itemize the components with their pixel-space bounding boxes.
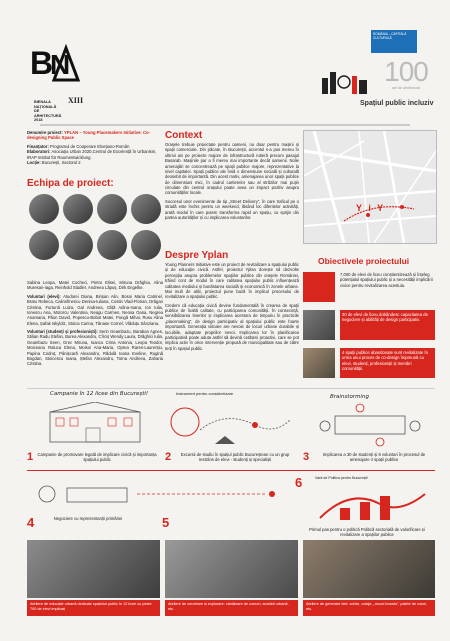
- step-6-number: 6: [295, 475, 303, 490]
- bna-logo: [26, 40, 86, 123]
- objective-image-2: [303, 310, 335, 340]
- team-title: Echipa de proiect:: [27, 178, 114, 189]
- header-divider: [40, 124, 410, 126]
- bna-roman: XIII: [68, 96, 84, 105]
- location-label: Locție:: [27, 159, 41, 165]
- despre-p1: Young Planners Initiative este un proiect de revitalizare a spațiului public și de educație civică. Astfel, proiectul Yplan dorește să dezvolte percepția asupra problemelor spațiilor publice din orașele României, trăind cont de modul în care calitatea spațiului public influențează calitatea mediului și bunăstarea socială și economică în zonele urbane. Mai mult de atât, proiectul pune bază în implicul procesului de revitalizare a spațiului public.: [165, 262, 299, 300]
- objective-item-2: [303, 310, 435, 340]
- bna-sub-2: DE: [34, 109, 40, 114]
- volunteers-text: Atudorei Diana, Birișan Alin, Bosoi Maria Catrinel, Bratu Rebeca, Calinnfinescu Denisa-Iuliana, Costin Vlad-Florian, Drăgan Cristina, Furtună Luiza, Gal Andreea, Gliță Adina-Ioana, Ion Iulia, Ionescu Ana, Motorcu Valentina, Neagu Carmen, Neosa Oana, Negrea Anamaria, Păun David, Popescu-Bobot Matei, Pungă Mihai, Rusu Alina Elena, Șafak Iskyldiz, Stoica Carina, Tănase Cornel, Vlăduțu Sânziana.: [27, 293, 163, 326]
- step-3-text: Implicarea a 30 de studenți și 6 voluntari în procesul de amenajare 4 spații publice: [322, 452, 426, 463]
- objective-text-2: 30 de elevi de liceu dobândesc capacitatea de negociere și abilități de design participativ.: [340, 310, 435, 340]
- project-info: [27, 130, 163, 165]
- project-name-label: Denumire proiect:: [27, 130, 63, 135]
- objective-image-3: [303, 348, 335, 378]
- funder-value: Programul de Cooperare Elvețiano-Român: [50, 143, 130, 149]
- member-photo-1: [29, 194, 59, 224]
- caption-3: Ateliere de generare idei: schițe, colaje, „mood boards”, palete de culori, etc.: [303, 600, 435, 616]
- member-photo-4: [131, 194, 161, 224]
- step-1: [27, 452, 157, 463]
- member-photo-7: [97, 230, 127, 260]
- team-photos: [27, 192, 163, 268]
- step-1-number: 1: [27, 451, 34, 463]
- team-text: [27, 280, 163, 367]
- map-label: Y i Y: [356, 203, 386, 213]
- objective-item-1: [303, 272, 435, 302]
- policy-callout: Vară de Politica pentru București!: [315, 476, 369, 480]
- policy-illustration: [310, 484, 435, 524]
- instrument-callout: Instrument pentru conștientizare: [176, 391, 234, 396]
- step-4-number: 4: [27, 515, 35, 530]
- step-1-text: Campanie de promovare legată de implicare civică și importanța spațiului public: [37, 452, 157, 463]
- despre-p2: Credem că educația civică devine fundamentală în crearea de spații publice de înaltă calitate, cu participarea comunității. În consecință, sensibilizarea tinerilor și implicarea acestora de timpuriu în practicile „placemaking”, de design participativ al spațiului public este foarte importantă. Generația viitoare are nevoie de locuri urbane durabile și locuibile, adaptate propriilor nevoi. Implicarea lor în planificarea participativă poate aduta astfel să devină cetățeni proactivi, care se pot implica activ în orice intervenție propusă de municipalitate sau de către terți în spațiul public.: [165, 302, 299, 351]
- prof-text: Serin Geambazu, Baraban Agnes, Stilian Radu Stefan, Burea Alexandru, Cîrciș Wendy Laura, Drăghici Iulia, Geambazu Seen, Grec Miruna, Ioancu Crina Antonia, Leopa Teodor, Moiceanu Raluca Elena, Moisoi Ana-Maria, Oprea Rares-Laurențiu, Papina Codruț, Pânișcară Alexandru, Rădulă Ioana Eveline, Rugină Bogdan, Stoicescu Ioana, Ștefan Alexandru, Torna Andreea, Zaharia Cristina.: [27, 329, 163, 367]
- context-p1: Orașele trebuie proiectate pentru oameni, nu doar pentru mașini și spații comerciale. Din păcate, în București, accentul s-a pus mereu în ultimii ani pe proiecte majore de infrastructură rutieră precum pasajul Basarab. Mașinile par a fi mereu mai importante decât oamenii. Nolie amenajări se concentrează pe spații publice majore, reprezentative la nivel capitalei. Spații publice ale însă o dimensiune socială și culturală deosebit de importantă. Din acest motiv, amenajarea unor spații publice de dimensiuni mici, în cadrul cartierelor sau al străzilor mai puțin circulate din centrul orașului poate avea un impact pozitiv asupra comunităților locale.: [165, 142, 299, 196]
- city-map: [303, 130, 437, 244]
- anniversary-mark: [376, 58, 436, 98]
- member-photo-2: [63, 194, 93, 224]
- objective-item-3: [303, 348, 435, 378]
- step-3-number: 3: [303, 451, 310, 463]
- step-4-text: Negociere cu reprezentanții primăriei: [53, 516, 123, 521]
- step-6-text: Primul pas pentru o politică Politică sectorială de valorificare și revitalizare a spațiilor publice: [309, 527, 425, 538]
- svg-text:B: B: [30, 45, 54, 81]
- volunteers-label: Voluntari (elevi):: [27, 293, 61, 299]
- despre-title: Despre Yplan: [165, 250, 229, 261]
- brainstorm-illustration: [305, 402, 435, 448]
- culture-badge: [371, 30, 417, 53]
- city-icon: [320, 66, 370, 96]
- member-photo-5: [29, 230, 59, 260]
- bna-logo-mark: [26, 40, 86, 100]
- bna-sub-0: BIENALA: [34, 100, 51, 104]
- campaign-callout: Campanie în 12 licee din București!: [50, 391, 149, 397]
- step-2-number: 2: [165, 451, 172, 463]
- school-illustration: [46, 402, 146, 446]
- step-3: [303, 452, 435, 463]
- objective-text-1: 7,000 de elevi de liceu conștientizează și înțeleg potențialul spațiului public și a necesității implicării civice pentru revitalizarea acestuia.: [340, 272, 433, 288]
- member-photo-8: [131, 230, 161, 260]
- authors-label: Elaboratori:: [27, 149, 51, 155]
- process-divider: [27, 388, 435, 389]
- member-photo-6: [63, 230, 93, 260]
- bna-sub-4: 2018: [34, 118, 43, 123]
- team-members: Sabina Leopa, Matei Cocheci, Pietro Elisei, Miruna Drăghia, Alina Muresan-Iaga, Reinhold Stadler, Andreea Lăpuș, Dirk Engelke.: [27, 280, 163, 291]
- context-title: Context: [165, 130, 203, 141]
- step-5-number: 5: [162, 515, 170, 530]
- objectives-list: [303, 272, 435, 386]
- caption-1: Ateliere de educație urbană dedicate spațiului public în 12 licee cu peste 700 de elevi implicați: [27, 600, 160, 616]
- objective-text-3: 4 spații publice abandonate sunt revitalizate în urma unui proces de co-design împreună cu elevi, studenți, profesioniști și membri comunității.: [340, 348, 435, 378]
- workshop-photo-2: [165, 540, 298, 598]
- steps-divider: [27, 470, 435, 471]
- objective-image-1: [303, 272, 335, 302]
- context-text: [165, 142, 299, 220]
- member-photo-3: [97, 194, 127, 224]
- context-p2: Succesul unor evenimente de tip „Street Delivery”, în care traficul pe o stradă este închis pentru un weekend, lăsând loc diferitelor activități, arată modul în care putem transforma rapid un spațiu, cu sprijin din partea autorităților și cu implicarea voluntarilor.: [165, 198, 299, 220]
- brainstorm-callout: Brainstorming: [330, 394, 369, 400]
- despre-text: [165, 262, 299, 351]
- theme-title: Spațiul public incluziv: [360, 100, 434, 107]
- anniversary-sub: ani de arhitectură: [392, 86, 420, 90]
- negotiation-illustration: [27, 474, 297, 514]
- step-2-text: Excursii de studiu în spațiul public Bucureștean cu un grup restrâns de elevi - studenți și specialiști: [180, 452, 290, 463]
- bna-sub-1: NAȚIONALĂ: [34, 104, 57, 109]
- workshop-photo-3: [303, 540, 435, 598]
- prof-label: Voluntari (studenți și profesioniști):: [27, 329, 98, 334]
- svg-text:N: N: [50, 49, 71, 80]
- study-trip-illustration: [165, 400, 295, 448]
- bna-sub-3: ARHITECTURĂ: [34, 113, 62, 118]
- culture-badge-text: ROMÂNIA – CAPITALĂ CULTURALĂ: [373, 32, 407, 40]
- workshop-photo-1: [27, 540, 160, 598]
- funder-label: Finanțator:: [27, 143, 49, 149]
- anniversary-number: 100: [384, 56, 428, 87]
- objectives-title: Obiectivele proiectului: [318, 256, 410, 266]
- location-value: București, Sectorul 2: [41, 159, 81, 165]
- authors-value: Asociația Urban 2020,Centrul de Excelență în Urbanism, IRAP Institut für Raumentwicklung.: [27, 149, 157, 160]
- step-2: [165, 452, 295, 463]
- caption-2: Ateliere de cercetare și explorare: vânătoare de comori, analiză urbană, etc.: [165, 600, 298, 616]
- project-name-value: YPLAN – Young Placemakers Initiative: Co-designing Public Space: [27, 130, 150, 141]
